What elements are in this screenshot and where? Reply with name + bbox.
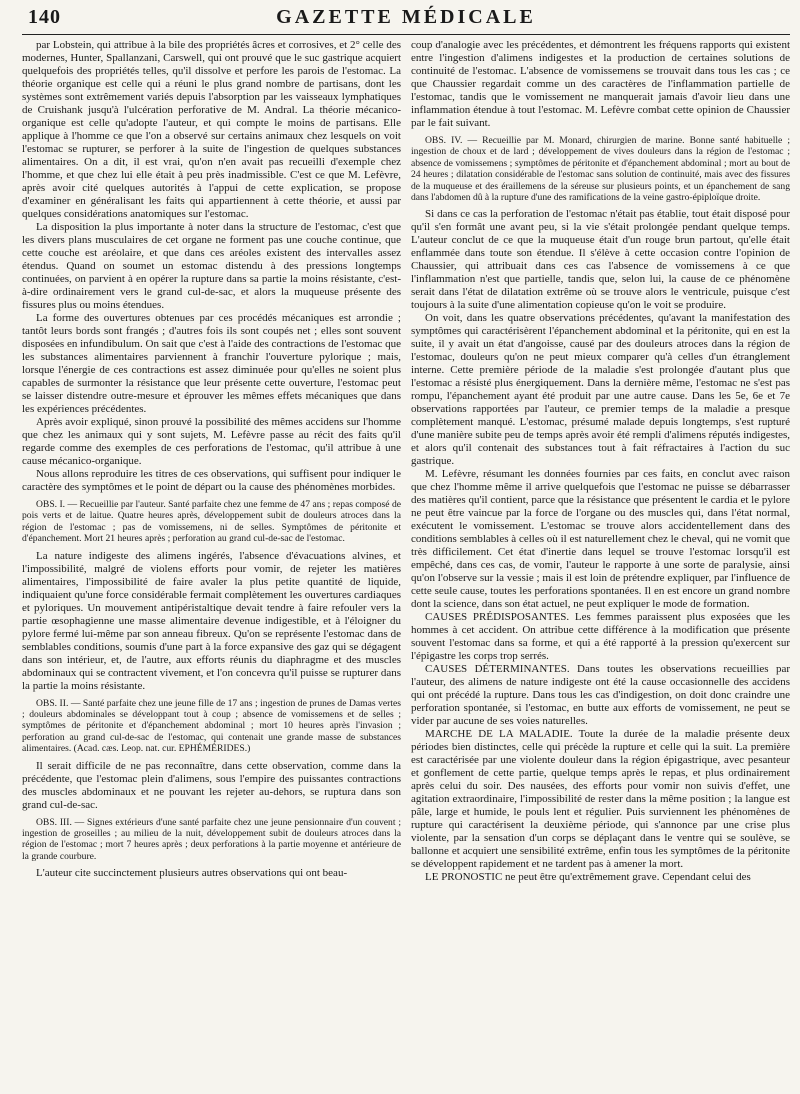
observation-paragraph: OBS. I. — Recueillie par l'auteur. Santé parfaite chez une femme de 47 ans ; repas composé de pois verts et de laitue. Quatre heures après, développement subit de douleurs atroces dans la région de l'estomac ; pas de vomissemens, ni de selles. Symptômes de péritonite et d'épanchement. Mort 21 heures après ; perforation au grand cul-de-sac de l'estomac. [22, 499, 401, 545]
body-paragraph: La disposition la plus importante à noter dans la structure de l'estomac, c'est que les divers plans musculaires de cet organe ne forment pas une couche continue, que cette couche est aréolaire, et que dans ces aréoles existent des intervalles assez étendus. Quand on soumet un estomac distendu à des pressions longtemps continuées, on parvient à en opérer la rupture dans sa partie la moins résistante, c'est-à-dire ordinairement vers le grand cul-de-sac, et alors la muqueuse présente des fissures plus ou moins étendues. [22, 221, 401, 311]
observation-paragraph: OBS. III. — Signes extérieurs d'une santé parfaite chez une jeune pensionnaire d'un couvent ; ingestion de groseilles ; au milieu de la nuit, développement subit de douleurs atroces dans la région de l'estomac ; mort 7 heures après ; deux perforations à la partie moyenne et antérieure de la grande courbure. [22, 816, 401, 862]
body-paragraph: M. Lefèvre, résumant les données fournies par ces faits, en conclut avec raison que chez l'homme même il arrive quelquefois que l'estomac ne puisse se débarrasser des matières qu'il contient, parce que la résistance que présentent le cardia et le pylore ne peut être vaincue par la force de l'organe ou des muscles qui, dans l'état normal, exécutent le vomissement. L'estomac se trouve alors accidentellement dans des conditions semblables à celles où il est naturellement chez le cheval, qui ne vomit que très difficilement. Cet état d'inertie dans lequel se trouve l'estomac lorsqu'il est empêché, dans ces cas, de vomir, l'auteur le rapporte à une sorte de paralysie, ainsi qu'on l'observe sur la vessie ; mais il est loin de prétendre expliquer, par l'influence de cette seule cause, toutes les perforations spontanées. Il en est encore un grand nombre dont la science, dans son état actuel, ne peut expliquer le mode de formation. [411, 468, 790, 611]
body-paragraph: L'auteur cite succinctement plusieurs autres observations qui ont beau- [36, 867, 348, 880]
text-columns [22, 39, 790, 1091]
body-paragraph: Nous allons reproduire les titres de ces observations, qui suffisent pour indiquer le caractère des symptômes et le point de départ ou la cause des phénomènes morbides. [22, 468, 401, 493]
body-paragraph: LE PRONOSTIC ne peut être qu'extrêmement grave. Cependant celui des [425, 871, 751, 884]
left-column [22, 39, 401, 1091]
journal-title: GAZETTE MÉDICALE [276, 6, 536, 28]
body-paragraph: Si dans ce cas la perforation de l'estomac n'était pas établie, tout était disposé pour qu'il s'en formât une avant peu, si la vie s'était prolongée pendant quelque temps. L'auteur conclut de ce que la muqueuse était d'un rouge brun partout, qu'elle était enflammée dans toute son étendue. Il s'élève à cette occasion contre l'opinion de Chaussier, qui attribuait dans ces cas l'absence de vomissemens à ce que l'inflammation n'est que partielle, tandis que, selon lui, la cause de ce phénomène serait dans l'état de dilatation extrême où se trouve alors le ventricule, puisque c'est toujours à la suite d'une alimentation copieuse qu'on le voit se produire. [411, 208, 790, 312]
observation-paragraph: OBS. IV. — Recueillie par M. Monard, chirurgien de marine. Bonne santé habituelle ; ingestion de choux et de lard ; développement de vives douleurs dans la région de l'estomac ; absence de vomissemens ; symptômes de péritonite et d'épanchement abdominal ; mort au bout de 24 heures ; dilatation considérable de l'estomac sans solution de continuité, mais avec des fissures de la muqueuse et des éraillemens de la séreuse sur plusieurs points, et un épanchement de sang dans l'abdomen dû à la rupture d'une des ramifications de la veine gastro-épiploïque droite. [411, 135, 790, 204]
body-paragraph: La nature indigeste des alimens ingérés, l'absence d'évacuations alvines, et l'impossibilité, malgré de violens efforts pour vomir, de rejeter les matières alimentaires, l'impossibilité de faire avaler la plus petite quantité de liquide, indiquaient qu'une force considérable fermait complètement les ouvertures cardiaques et pyloriques. Un mouvement antipéristaltique devait tendre à faire refouler vers la partie œsophagienne une masse alimentaire devenue indigestible, et à l'éloigner du pylore fermé lui-même par son anneau fibreux. Qu'on se représente l'estomac dans de semblables conditions, soumis d'une part à la force expansive des gaz qui se dégagent dans son intérieur, et, de l'autre, aux efforts réunis du diaphragme et des muscles abdominaux qui se contractent vivement, et l'on concevra qu'il puisse se rupturer dans la partie la moins résistante. [22, 549, 401, 692]
body-paragraph: coup d'analogie avec les précédentes, et démontrent les fréquens rapports qui existent entre l'ingestion d'alimens indigestes et la production de certaines solutions de continuité de l'estomac. L'absence de vomissemens se trouvait dans tous les cas ; ce que Chaussier regardait comme un des caractères de l'inflammation partielle de l'estomac, tandis que le vomissement ne manquerait jamais d'avoir lieu dans une inflammation étendue à tout l'estomac. M. Lefèvre combat cette opinion de Chaussier par le fait suivant. [411, 39, 790, 129]
body-paragraph: CAUSES DÉTERMINANTES. Dans toutes les observations recueillies par l'auteur, des alimens de nature indigeste ont été la cause occasionnelle des accidens qui ont précédé la rupture. Dans tous les cas d'indigestion, on doit donc craindre une perforation spontanée, si l'estomac, en butte aux efforts de vomissement, ne peut se vider par aucune de ses voies naturelles. [411, 663, 790, 728]
body-paragraph: par Lobstein, qui attribue à la bile des propriétés âcres et corrosives, et 2° celle des modernes, Hunter, Spallanzani, Carswell, qui ont prouvé que le suc gastrique acquiert quelquefois des propriétés telles, qu'il dissolve et perfore les parois de l'estomac. La théorie organique est celle qui a réuni le plus grand nombre de partisans, dont les systèmes sont extrêmement variés depuis l'absorption par les vaisseaux lymphatiques de Cruishank jusqu'à l'ulcération perforative de M. Andral. La théorie mécanico-organique est celle qu'adopte l'auteur, et qui compte le moins de partisans. Elle applique à l'homme ce que l'on a observé sur certains animaux chez lesquels on voit l'estomac se rupturer, se perforer à la suite de l'ingestion de quelques substances alimentaires. On a dit, il est vrai, qu'on n'en avait pas recueilli d'exemple chez l'homme, et que chez lui elle était à peu près inadmissible. C'est ce que M. Lefèvre, après avoir cité quelques autorités à l'appui de cette explication, se propose d'examiner en généralisant les faits qui appartiennent à cette théorie, et aussi par quelques considérations anatomiques sur l'estomac. [22, 39, 401, 220]
page-header [22, 6, 790, 35]
body-paragraph: Après avoir expliqué, sinon prouvé la possibilité des mêmes accidens sur l'homme que chez les animaux qui y sont sujets, M. Lefèvre passe au récit des faits qu'il regarde comme des exemples de ces perforations de l'estomac, qu'il attribue à une cause mécanico-organique. [22, 416, 401, 467]
body-paragraph: Il serait difficile de ne pas reconnaître, dans cette observation, comme dans la précédente, que l'estomac plein d'alimens, sous l'empire des puissantes contractions des muscles abdominaux et ne pouvant les rejeter au-dehors, se ruptura dans son grand cul-de-sac. [22, 759, 401, 811]
body-paragraph: On voit, dans les quatre observations précédentes, qu'avant la manifestation des symptômes qui caractérisèrent l'épanchement abdominal et la péritonite, qui en est la suite, il y avait un état d'angoisse, causé par des douleurs atroces dans la région de l'estomac, douleurs qu'on ne peut mieux comparer qu'à celles d'un étranglement interne. Cette première période de la maladie s'est prolongée d'autant plus que l'estomac a résisté plus énergiquement. Dans la dernière même, l'estomac ne s'est pas rompu, l'épanchement ayant été produit par une autre cause. Dans les 5e, 6e et 7e observations rapportées par l'auteur, ce premier temps de la maladie a presque complètement manqué. L'estomac, présumé malade depuis longtemps, s'est rupturé d'une manière subite peu de temps après avoir été rempli d'alimens réputés indigestes, et alors qu'il contenait des substances tout à fait réfractaires à l'action du suc gastrique. [411, 312, 790, 468]
body-paragraph: MARCHE DE LA MALADIE. Toute la durée de la maladie présente deux périodes bien distinctes, celle qui précède la rupture et celle qui la suit. La première est caractérisée par une violente douleur dans la région épigastrique, avec pesanteur et gonflement de cette partie, quelque temps après le repas, et plus ordinairement après celui du soir. Des nausées, des efforts pour vomir non suivis d'effet, une agitation extraordinaire, l'impossibilité de rester dans la même position ; la langue est pâle, large et humide, le pouls lent et régulier. Puis surviennent les phénomènes de rupture qui caractérisent la deuxième période, qui s'annonce par une crise plus violente, par la sensation d'un corps se déplaçant dans le ventre qui se soulève, se ballonne et acquiert une sensibilité extrême, enfin tous les symptômes de la péritonite se développent rapidement et ne tardent pas à amener la mort. [411, 728, 790, 871]
body-paragraph: CAUSES PRÉDISPOSANTES. Les femmes paraissent plus exposées que les hommes à cet accident. On attribue cette différence à la modification que présente souvent l'estomac dans sa forme, et qui a été rapporté à la pression qu'exercent sur l'épigastre les corps trop serrés. [411, 611, 790, 663]
right-column [411, 39, 790, 1091]
observation-paragraph: OBS. II. — Santé parfaite chez une jeune fille de 17 ans ; ingestion de prunes de Damas vertes ; douleurs abdominales se développant tout à coup ; absence de vomissemens et de selles ; symptômes de péritonite et d'épanchement abdominal ; mort 10 heures après l'invasion ; perforation au grand cul-de-sac de l'estomac, qui contenait une grande masse de substances alimentaires. (Acad. cæs. Leop. nat. cur. EPHÉMÉRIDES.) [22, 697, 401, 755]
body-paragraph: La forme des ouvertures obtenues par ces procédés mécaniques est arrondie ; tantôt leurs bords sont frangés ; d'autres fois ils sont coupés net ; elles sont souvent disposées en infundibulum. On sait que c'est à l'aide des contractions de l'estomac que les substances alimentaires parviennent à franchir l'ouverture pylorique ; mais, lorsque l'énergie de ces contractions est assez diminuée pour qu'elles ne soient plus capables de surmonter la résistance que leur présente cette ouverture, l'estomac peut se laisser distendre outre-mesure et éprouver les mêmes effets mécaniques que dans les expériences précédentes. [22, 312, 401, 415]
page-number: 140 [28, 6, 61, 28]
